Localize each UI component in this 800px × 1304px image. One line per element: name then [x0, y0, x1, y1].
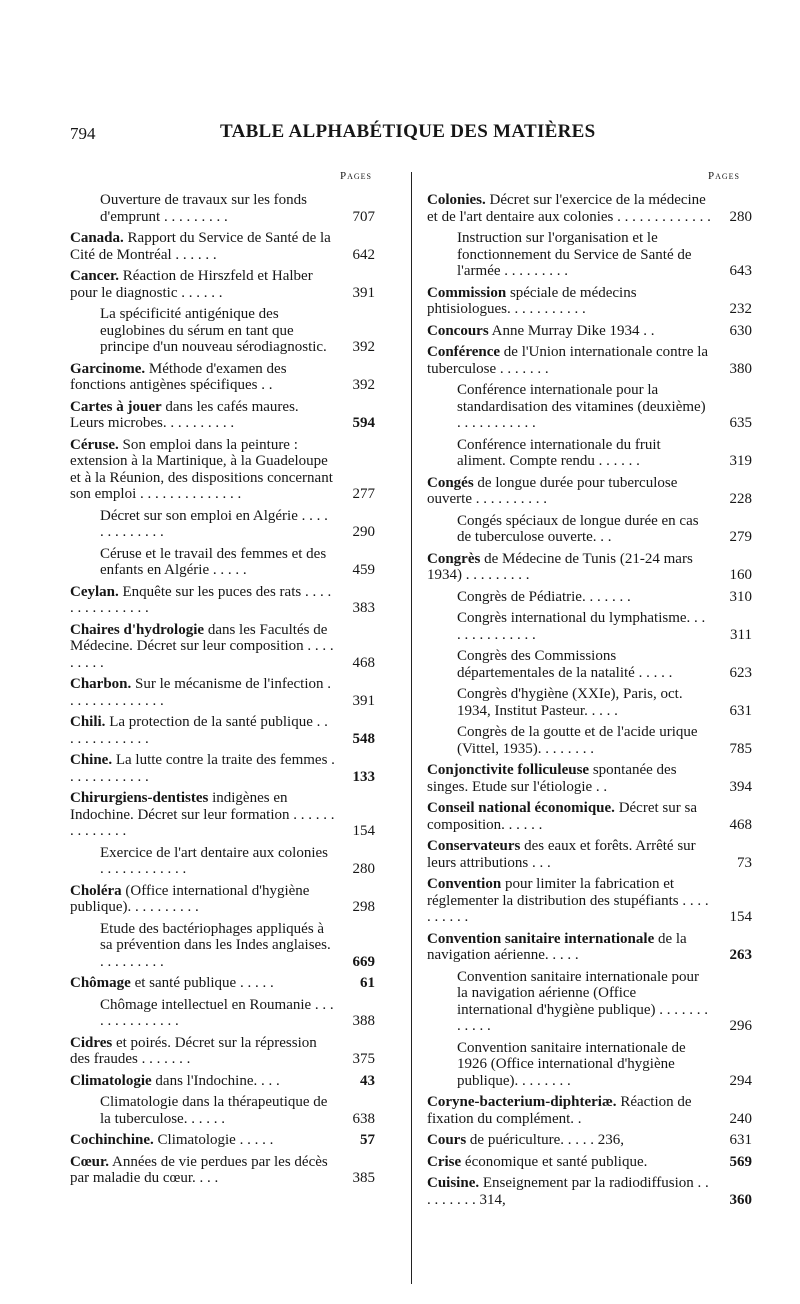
entry-heading: Ceylan. [70, 583, 119, 600]
entry-text: spéciale de médecins phtisiologues. . . . . . . . . . . [427, 284, 637, 317]
entry-text: La spécificité antigénique des euglobines du sérum en tant que principe d'un nouveau sérodiagnostic. [100, 306, 327, 355]
entry-text: Congrès des Commissions départementales de la natalité . . . . . [457, 648, 673, 681]
entry-heading: Convention sanitaire internationale [427, 930, 655, 947]
entry-page-number: 638 [352, 1110, 375, 1127]
entry-heading: Chômage [70, 975, 131, 991]
index-entry [427, 323, 752, 340]
index-entry [427, 551, 752, 584]
entry-text: de Médecine de Tunis (21-24 mars 1934) . . . . . . . . . [427, 550, 693, 583]
entry-heading: Congés [427, 474, 474, 491]
index-entry [427, 724, 752, 757]
index-entry [427, 285, 752, 318]
entry-page-number: 319 [729, 453, 752, 469]
index-entry [70, 306, 375, 356]
entry-heading: Céruse. [70, 436, 119, 453]
entry-page-number: 459 [352, 562, 375, 578]
entry-text: dans les cafés maures. Leurs microbes. . . . . . . . . . [70, 398, 299, 431]
entry-text: Congrès d'hygiène (XXIe), Paris, oct. 1934, Institut Pasteur. . . . . [457, 686, 683, 719]
entry-text: économique et santé publique. [464, 1153, 648, 1170]
index-entry [427, 1040, 752, 1090]
right-column-pages-label: Pages [708, 170, 741, 182]
index-entry [427, 1154, 752, 1171]
entry-page-number: 391 [352, 284, 375, 301]
entry-page-number: 280 [729, 208, 752, 225]
entry-text: et santé publique . . . . . [134, 975, 274, 991]
entry-page-number: 707 [352, 208, 375, 225]
index-entry [427, 648, 752, 681]
entry-text: Climatologie . . . . . [157, 1132, 274, 1148]
index-entry [70, 1035, 375, 1068]
entry-heading: Cochinchine. [70, 1132, 154, 1148]
entry-page-number: 594 [352, 415, 375, 431]
index-entry [427, 589, 752, 606]
left-column-pages-label: Pages [340, 170, 373, 182]
entry-text: Décret sur sa composition. . . . . . [427, 800, 697, 833]
index-entry [70, 508, 375, 541]
entry-text: des eaux et forêts. Arrêté sur leurs attributions . . . [427, 838, 696, 871]
index-entry [70, 268, 375, 301]
entry-page-number: 279 [729, 529, 752, 545]
index-entry [70, 790, 375, 840]
entry-page-number: 298 [352, 899, 375, 915]
entry-page-number: 294 [729, 1072, 752, 1089]
entry-page-number: 669 [352, 953, 375, 970]
entry-text: Décret sur l'exercice de la médecine et de l'art dentaire aux colonies . . . . . . . . . . . . . [427, 192, 711, 225]
index-entry [70, 845, 375, 878]
entry-text: Céruse et le travail des femmes et des enfants en Algérie . . . . . [100, 545, 327, 578]
entry-page-number: 392 [352, 339, 375, 355]
entry-page-number: 277 [352, 486, 375, 502]
entry-page-number: 360 [729, 1191, 752, 1208]
entry-text: Congrès de Pédiatrie. . . . . . . [457, 588, 631, 605]
page-number: 794 [70, 124, 96, 143]
index-entry [70, 997, 375, 1030]
entry-text: Enquête sur les puces des rats . . . . . . . . . . . . . . . [70, 583, 332, 616]
entry-heading: Chili. [70, 714, 106, 730]
index-entry [427, 344, 752, 377]
entry-text: Rapport du Service de Santé de la Cité de Montréal . . . . . . [70, 230, 331, 263]
entry-page-number: 392 [352, 377, 375, 393]
entry-heading: Commission [427, 284, 507, 301]
entry-text: Climatologie dans la thérapeutique de la tuberculose. . . . . . [100, 1094, 328, 1127]
entry-heading: Charbon. [70, 676, 132, 692]
entry-page-number: 154 [352, 823, 375, 839]
entry-text: Méthode d'examen des fonctions antigènes spécifiques . . [70, 360, 287, 393]
entry-page-number: 73 [737, 854, 752, 871]
index-entry [427, 762, 752, 795]
entry-page-number: 643 [729, 263, 752, 279]
entry-text: Instruction sur l'organisation et le fonctionnement du Service de Santé de l'armée . . . . . . . . . [457, 230, 692, 279]
entry-heading: Garcinome. [70, 360, 146, 377]
entry-page-number: 311 [730, 626, 752, 643]
index-entry [427, 838, 752, 871]
entry-page-number: 623 [729, 664, 752, 681]
entry-page-number: 310 [729, 588, 752, 605]
entry-text: Sur le mécanisme de l'infection . . . . . . . . . . . . . . [70, 676, 332, 709]
index-entry [70, 714, 375, 747]
entry-heading: Cidres [70, 1034, 113, 1051]
index-entry [427, 513, 752, 546]
entry-page-number: 61 [360, 975, 375, 991]
entry-text: La lutte contre la traite des femmes . . . . . . . . . . . . [70, 752, 335, 785]
entry-page-number: 133 [352, 768, 375, 785]
entry-text: Réaction de fixation du complément. . [427, 1094, 692, 1127]
entry-heading: Coryne-bacterium-diphteriæ. [427, 1094, 617, 1110]
entry-text: de longue durée pour tuberculose ouverte . . . . . . . . . . [427, 474, 678, 507]
entry-page-number: 280 [352, 861, 375, 877]
entry-page-number: 228 [729, 491, 752, 507]
entry-heading: Congrès [427, 550, 481, 567]
entry-page-number: 630 [729, 322, 752, 339]
entry-page-number: 380 [729, 360, 752, 377]
entry-text: Conférence internationale du fruit aliment. Compte rendu . . . . . . [457, 436, 661, 469]
entry-text: Convention sanitaire internationale de 1926 (Office international d'hygiène publique). . . . . . . . [457, 1039, 686, 1089]
index-entry [427, 876, 752, 926]
entry-text: Décret sur son emploi en Algérie . . . . . . . . . . . . . [100, 507, 328, 540]
index-entry [70, 399, 375, 432]
index-entry [70, 1154, 375, 1187]
entry-page-number: 154 [729, 909, 752, 925]
entry-text: Conférence internationale pour la standardisation des vitamines (deuxième) . . . . . . . . . . . [457, 382, 706, 431]
entry-text: Congrès de la goutte et de l'acide urique (Vittel, 1935). . . . . . . . [457, 724, 698, 757]
index-entry [427, 969, 752, 1035]
entry-page-number: 631 [729, 1132, 752, 1148]
entry-page-number: 240 [729, 1110, 752, 1127]
entry-text: Ouverture de travaux sur les fonds d'emprunt . . . . . . . . . [100, 192, 308, 225]
index-entry [70, 676, 375, 709]
index-entry [427, 931, 752, 964]
entry-heading: Conjonctivite folliculeuse [427, 762, 590, 778]
entry-text: et poirés. Décret sur la répression des fraudes . . . . . . . [70, 1034, 317, 1067]
entry-heading: Cartes à jouer [70, 398, 162, 415]
index-entry [427, 382, 752, 432]
index-entry [427, 437, 752, 470]
entry-heading: Chine. [70, 752, 113, 768]
index-entry [70, 361, 375, 394]
entry-heading: Choléra [70, 882, 122, 899]
entry-page-number: 385 [352, 1170, 375, 1186]
entry-heading: Cancer. [70, 268, 120, 284]
entry-text: dans l'Indochine. . . . [155, 1072, 280, 1089]
entry-text: (Office international d'hygiène publique). . . . . . . . . . [70, 882, 310, 915]
entry-heading: Colonies. [427, 192, 486, 208]
entry-heading: Canada. [70, 230, 124, 246]
entry-text: Etude des bactériophages appliqués à sa prévention dans les Indes anglaises. . . . . . . . . . [100, 920, 331, 970]
entry-heading: Chaires d'hydrologie [70, 621, 205, 638]
index-entry [70, 584, 375, 617]
entry-text: Congés spéciaux de longue durée en cas de tuberculose ouverte. . . [457, 512, 699, 545]
index-entry [70, 883, 375, 916]
entry-text: spontanée des singes. Etude sur l'étiologie . . [427, 762, 677, 795]
entry-page-number: 290 [352, 524, 375, 540]
entry-page-number: 160 [729, 567, 752, 583]
entry-page-number: 232 [729, 301, 752, 317]
index-entry [70, 1132, 375, 1149]
entry-page-number: 642 [352, 246, 375, 263]
entry-text: Congrès international du lymphatisme. . . . . . . . . . . . . . [457, 610, 706, 643]
index-entry [427, 610, 752, 643]
index-entry [70, 752, 375, 785]
entry-page-number: 383 [352, 600, 375, 616]
entry-text: Son emploi dans la peinture : extension à la Martinique, à la Guadeloupe et à la Réunion, des dispositions concernant son emploi . . . . . . . . . . . . . . [70, 436, 333, 502]
entry-page-number: 569 [729, 1153, 752, 1170]
entry-heading: Crise [427, 1153, 462, 1170]
index-entry [427, 475, 752, 508]
entry-page-number: 785 [729, 740, 752, 757]
index-entry [70, 622, 375, 672]
left-column [70, 192, 375, 1192]
index-entry [70, 921, 375, 971]
index-entry [70, 230, 375, 263]
entry-page-number: 57 [360, 1132, 375, 1148]
entry-heading: Cœur. [70, 1153, 110, 1170]
entry-page-number: 263 [729, 947, 752, 963]
entry-page-number: 468 [352, 654, 375, 671]
entry-heading: Cours [427, 1132, 467, 1148]
entry-text: Années de vie perdues par les décès par maladie du cœur. . . . [70, 1153, 328, 1186]
entry-text: de puériculture. . . . . 236, [469, 1132, 625, 1148]
entry-text: pour limiter la fabrication et réglementer la distribution des stupéfiants . . . . . . . . . . [427, 876, 709, 925]
page-title: TABLE ALPHABÉTIQUE DES MATIÈRES [220, 121, 596, 142]
entry-heading: Cuisine. [427, 1175, 480, 1191]
index-entry [427, 1175, 752, 1208]
entry-heading: Conseil national économique. [427, 800, 615, 816]
entry-page-number: 548 [352, 730, 375, 747]
entry-page-number: 394 [729, 778, 752, 795]
index-entry [427, 230, 752, 280]
entry-text: Réaction de Hirszfeld et Halber pour le diagnostic . . . . . . [70, 268, 313, 301]
running-header [70, 118, 770, 148]
entry-text: indigènes en Indochine. Décret sur leur formation . . . . . . . . . . . . . . [70, 790, 335, 839]
entry-heading: Climatologie [70, 1072, 152, 1089]
right-column [427, 192, 752, 1213]
index-entry [427, 1132, 752, 1149]
index-entry [70, 1073, 375, 1090]
entry-heading: Conférence [427, 344, 501, 360]
index-entry [427, 1094, 752, 1127]
index-entry [427, 686, 752, 719]
entry-heading: Convention [427, 876, 502, 892]
index-entry [427, 800, 752, 833]
index-entry [427, 192, 752, 225]
entry-page-number: 391 [352, 692, 375, 709]
entry-page-number: 296 [729, 1018, 752, 1034]
index-entry [70, 192, 375, 225]
entry-text: de la navigation aérienne. . . . . [427, 930, 687, 963]
entry-page-number: 631 [729, 702, 752, 719]
entry-text: dans les Facultés de Médecine. Décret sur leur composition . . . . . . . . . [70, 621, 334, 671]
column-divider [411, 172, 412, 1284]
entry-text: Convention sanitaire internationale pour la navigation aérienne (Office international d'hygiène publique) . . . . . . . . . . . . [457, 968, 708, 1034]
entry-text: Chômage intellectuel en Roumanie . . . . . . . . . . . . . . [100, 996, 334, 1029]
entry-page-number: 635 [729, 415, 752, 431]
entry-text: Anne Murray Dike 1934 . . [491, 322, 655, 339]
entry-text: La protection de la santé publique . . . . . . . . . . . . . [70, 714, 328, 747]
entry-text: Enseignement par la radiodiffusion . . . . . . . . . 314, [427, 1175, 709, 1208]
entry-heading: Chirurgiens-dentistes [70, 790, 209, 806]
entry-page-number: 375 [352, 1051, 375, 1067]
entry-page-number: 388 [352, 1013, 375, 1029]
entry-heading: Concours [427, 322, 489, 339]
index-entry [70, 546, 375, 579]
index-entry [70, 437, 375, 503]
index-entry [70, 1094, 375, 1127]
entry-page-number: 468 [729, 816, 752, 833]
entry-text: de l'Union internationale contre la tuberculose . . . . . . . [427, 344, 709, 377]
entry-page-number: 43 [360, 1072, 375, 1089]
entry-heading: Conservateurs [427, 838, 521, 854]
index-entry [70, 975, 375, 992]
entry-text: Exercice de l'art dentaire aux colonies . . . . . . . . . . . . [100, 844, 329, 877]
